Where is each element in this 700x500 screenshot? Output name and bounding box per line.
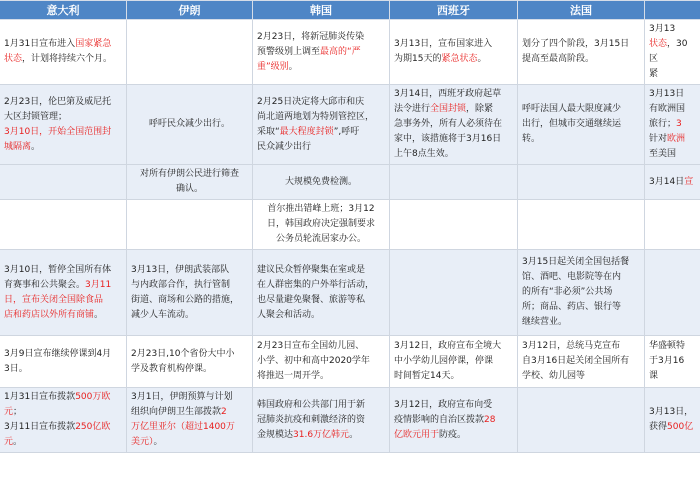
table-cell	[0, 250, 127, 336]
cell-text: 将推迟一周开学。	[257, 371, 330, 381]
cell-line	[4, 110, 122, 125]
cell-line	[522, 369, 640, 384]
cell-text: 确认。	[175, 184, 203, 194]
table-row	[0, 85, 700, 165]
cell-line	[257, 308, 385, 323]
table-cell	[253, 20, 390, 85]
cell-text: 华盛顿特	[649, 341, 686, 351]
cell-text: 3月1日，伊朗预算与计划	[131, 392, 233, 402]
cell-text: 3月9日宣布继续停课到4月	[4, 348, 112, 359]
cell-text: 在人群密集的户外举行活动，	[257, 279, 375, 290]
cell-text: 时间暂定14天。	[394, 371, 460, 381]
cell-text: 所；商品、药店、银行等	[522, 302, 622, 312]
cell-text: 3月13日，宣布国家进入	[394, 39, 493, 49]
cell-line	[257, 140, 385, 155]
cell-text: 至美国	[649, 149, 677, 159]
cell-text: 2月23日宣布全国幼儿园、	[257, 341, 365, 351]
cell-line	[4, 405, 122, 420]
cell-text: 。	[31, 141, 41, 152]
cell-line	[522, 315, 640, 330]
table-cell	[518, 200, 645, 250]
header-italy: 意大利	[0, 1, 127, 20]
cell-text: 转。	[522, 134, 541, 144]
table-cell	[0, 165, 127, 200]
cell-line	[522, 255, 640, 270]
cell-line	[522, 285, 640, 300]
table-cell	[253, 200, 390, 250]
cell-text: 3月13日，伊朗武装部队	[131, 264, 230, 275]
cell-text: 民众减少出行	[257, 141, 312, 152]
cell-text: 冠肺炎抗疫和刺激经济的资	[257, 414, 366, 425]
cell-text: 3月15日起关闭全国包括餐	[522, 257, 630, 267]
cell-text: 大区封锁管理；	[4, 111, 68, 122]
cell-line	[131, 420, 248, 435]
header-usa	[645, 1, 700, 20]
cell-text: 。	[477, 54, 487, 64]
cell-line	[131, 390, 248, 405]
cell-text: 。	[349, 429, 359, 440]
cell-line	[131, 117, 248, 132]
cell-text: 中小学幼儿园停课，停课	[394, 356, 494, 366]
header-row	[0, 1, 700, 20]
highlight-text: 国家紧急	[75, 39, 112, 49]
table-cell	[390, 85, 518, 165]
cell-line	[257, 95, 385, 110]
highlight-text: 城隔离	[4, 141, 32, 152]
cell-line	[257, 369, 385, 384]
cell-line	[394, 87, 513, 102]
table-cell	[127, 20, 253, 85]
cell-line	[257, 293, 385, 308]
table-cell	[253, 85, 390, 165]
cell-line	[522, 52, 640, 67]
cell-text: 公务员轮流居家办公。	[275, 234, 366, 244]
highlight-text: 28	[484, 414, 496, 425]
cell-text: 3日。	[4, 363, 28, 374]
cell-text: 课	[649, 371, 659, 381]
highlight-text: 状态	[4, 54, 23, 64]
cell-text: 建议民众暂停聚集在室或是	[257, 264, 366, 275]
cell-text: 尚北道两地划为特别管控区，	[257, 111, 375, 122]
cell-line	[649, 339, 700, 354]
table-cell	[645, 85, 700, 165]
cell-line	[4, 125, 122, 140]
cell-text: 上午8点生效。	[394, 149, 454, 159]
cell-line	[394, 132, 513, 147]
cell-text: 区	[649, 54, 659, 64]
cell-line	[649, 132, 700, 147]
cell-line	[394, 117, 513, 132]
highlight-text: 3	[676, 119, 682, 129]
cell-line	[4, 347, 122, 362]
cell-line	[394, 354, 513, 369]
cell-text: 人聚会和活动。	[257, 309, 321, 320]
cell-line	[522, 37, 640, 52]
table-cell	[0, 388, 127, 453]
cell-line	[4, 140, 122, 155]
cell-line	[522, 354, 640, 369]
highlight-text: 250亿欧	[75, 422, 111, 432]
cell-line	[4, 420, 122, 435]
cell-text: 1月31日宣布进入	[4, 39, 76, 49]
table-cell	[253, 250, 390, 336]
cell-text: 自3月16日起关闭全国所有	[522, 356, 630, 366]
cell-text: 2月23日,10个省份大中小	[131, 348, 235, 359]
cell-line	[131, 308, 248, 323]
cell-line	[257, 60, 385, 75]
cell-text: 对所有伊朗公民进行筛查	[139, 169, 239, 179]
table-cell	[0, 336, 127, 388]
cell-text: ，计划将持续六个月。	[22, 54, 113, 64]
cell-line	[131, 263, 248, 278]
cell-line	[257, 232, 385, 247]
table-row	[0, 250, 700, 336]
table-cell	[645, 250, 700, 336]
table-cell	[253, 388, 390, 453]
cell-line	[4, 52, 122, 67]
cell-text: 有欧洲国	[649, 104, 686, 114]
table-cell	[645, 336, 700, 388]
header-france: 法国	[518, 1, 645, 20]
cell-text: 针对	[649, 134, 668, 144]
table-row	[0, 336, 700, 388]
cell-line	[131, 435, 248, 450]
table-cell	[0, 85, 127, 165]
highlight-text: 3月10日，开始全国范围封	[4, 126, 112, 137]
table-cell	[518, 85, 645, 165]
cell-text: 3月13日	[649, 89, 685, 99]
highlight-text: 重”级别	[257, 61, 289, 72]
table-cell	[127, 85, 253, 165]
cell-line	[394, 413, 513, 428]
cell-line	[394, 37, 513, 52]
cell-text: 减少人车流动。	[131, 309, 195, 320]
cell-line	[522, 270, 640, 285]
highlight-text: 最高的“严	[320, 46, 361, 57]
cell-text: 采取“	[257, 126, 280, 137]
cell-line	[394, 428, 513, 443]
header-korea: 韩国	[253, 1, 390, 20]
table-cell	[390, 250, 518, 336]
table-cell	[390, 165, 518, 200]
cell-text: 日，韩国政府决定强制要求	[266, 219, 375, 229]
cell-text: 3月12日，总统马克宣布	[522, 341, 621, 351]
cell-text: 学校、幼儿园等	[522, 371, 586, 381]
cell-line	[522, 300, 640, 315]
table-cell	[390, 20, 518, 85]
table-cell	[253, 336, 390, 388]
cell-line	[4, 95, 122, 110]
cell-text: 3月13日，	[649, 407, 694, 417]
cell-text: 首尔推出错峰上班；3月12	[267, 204, 375, 214]
table-cell	[127, 165, 253, 200]
highlight-text: 欧洲	[667, 134, 686, 144]
cell-text: 3月13	[649, 24, 676, 34]
cell-line	[4, 37, 122, 52]
cell-text: 于3月16	[649, 356, 685, 366]
cell-line	[649, 369, 700, 384]
cell-text: 馆、酒吧、电影院等在内	[522, 272, 622, 282]
cell-line	[257, 263, 385, 278]
cell-text: 1月31日宣布拨款	[4, 392, 76, 402]
cell-line	[131, 167, 248, 182]
cell-text: 家中，该措施将于3月16日	[394, 134, 502, 144]
table-cell	[390, 388, 518, 453]
cell-line	[131, 347, 248, 362]
table-cell	[518, 250, 645, 336]
cell-line	[131, 182, 248, 197]
table-cell	[127, 250, 253, 336]
cell-line	[257, 413, 385, 428]
highlight-text: 万亿里亚尔（超过1400万	[131, 422, 235, 432]
cell-text: ，30	[667, 39, 688, 49]
table-cell	[127, 336, 253, 388]
cell-line	[257, 45, 385, 60]
cell-line	[4, 308, 122, 323]
table-cell	[253, 165, 390, 200]
cell-text: ；	[13, 407, 23, 417]
highlight-text: 日，宣布关闭全国除食品	[4, 294, 104, 305]
cell-line	[394, 147, 513, 162]
cell-text: 。	[153, 437, 163, 447]
cell-line	[4, 293, 122, 308]
table-cell	[518, 388, 645, 453]
cell-text: 急事务外，所有人必须待在	[394, 119, 503, 129]
cell-text: 预警级别上调至	[257, 46, 321, 57]
highlight-text: 宣	[684, 176, 694, 187]
cell-text: 育赛事和公共聚会。	[4, 279, 86, 290]
highlight-text: 元	[4, 437, 14, 447]
cell-text: 3月10日，暂停全国所有体	[4, 264, 112, 275]
cell-text: 。	[13, 437, 23, 447]
table-cell	[390, 336, 518, 388]
cell-line	[522, 117, 640, 132]
highlight-text: 500亿	[667, 422, 694, 432]
cell-line	[649, 117, 700, 132]
cell-line	[131, 405, 248, 420]
cell-line	[257, 175, 385, 190]
table-cell	[0, 200, 127, 250]
cell-text: 旅行；	[649, 119, 677, 129]
highlight-text: 2	[221, 407, 227, 417]
cell-line	[131, 278, 248, 293]
cell-text: 也尽量避免聚餐、旅游等私	[257, 294, 366, 305]
cell-line	[649, 354, 700, 369]
table-cell	[645, 165, 700, 200]
cell-text: 与内政部合作，执行管制	[131, 279, 231, 290]
table-row	[0, 20, 700, 85]
cell-text: 划分了四个阶段，3月15日	[522, 39, 630, 49]
cell-line	[649, 37, 700, 52]
table-body	[0, 20, 700, 453]
cell-line	[257, 110, 385, 125]
cell-line	[649, 22, 700, 37]
cell-line	[4, 390, 122, 405]
highlight-text: 500万欧	[75, 392, 111, 402]
cell-line	[4, 435, 122, 450]
table-cell	[645, 388, 700, 453]
cell-text: 组织向伊朗卫生部拨款	[131, 407, 222, 417]
cell-text: 3月12日，政府宣布全境大	[394, 341, 502, 351]
cell-line	[394, 52, 513, 67]
table-cell	[0, 20, 127, 85]
cell-line	[4, 263, 122, 278]
cell-text: 。	[288, 61, 298, 72]
cell-line	[257, 428, 385, 443]
cell-text: 呼吁法国人最大限度减少	[522, 104, 622, 114]
cell-line	[257, 339, 385, 354]
table-cell	[127, 388, 253, 453]
cell-line	[394, 398, 513, 413]
cell-line	[649, 175, 700, 190]
cell-line	[257, 125, 385, 140]
highlight-text: 全国封锁	[430, 104, 467, 114]
cell-line	[257, 30, 385, 45]
cell-text: 继续营业。	[522, 317, 568, 327]
cell-text: 街道、商场和公路的措施，	[131, 294, 240, 305]
table-row	[0, 388, 700, 453]
table-cell	[645, 20, 700, 85]
highlight-text: 美元）	[131, 437, 154, 447]
cell-line	[522, 132, 640, 147]
cell-line	[649, 147, 700, 162]
table-row	[0, 200, 700, 250]
cell-text: 为期15天的	[394, 54, 442, 64]
highlight-text: 紧急状态	[441, 54, 478, 64]
cell-line	[131, 362, 248, 377]
cell-text: 的所有“非必须”公共场	[522, 287, 613, 297]
table-row	[0, 165, 700, 200]
header-iran: 伊朗	[127, 1, 253, 20]
cell-line	[394, 339, 513, 354]
cell-line	[649, 102, 700, 117]
cell-line	[394, 369, 513, 384]
cell-text: 法令进行	[394, 104, 431, 114]
cell-text: ”,呼吁	[333, 126, 360, 137]
table-cell	[645, 200, 700, 250]
cell-line	[522, 102, 640, 117]
highlight-text: 3月11	[85, 279, 112, 290]
cell-text: 3月14日	[649, 176, 685, 187]
cell-line	[257, 217, 385, 232]
cell-text: 疫情影响的自治区拨款	[394, 414, 485, 425]
cell-text: 大规模免费检测。	[284, 176, 357, 187]
highlight-text: 最大程度封锁	[279, 126, 334, 137]
cell-text: 韩国政府和公共部门用于新	[257, 399, 366, 410]
cell-line	[257, 278, 385, 293]
cell-text: 2月25日决定将大邱市和庆	[257, 96, 365, 107]
table-cell	[518, 20, 645, 85]
cell-text: 获得	[649, 422, 668, 432]
table-cell	[390, 200, 518, 250]
cell-text: 呼吁民众减少出行。	[148, 119, 230, 129]
cell-text: 防疫。	[439, 429, 467, 440]
cell-text: 金规模达	[257, 429, 294, 440]
table-cell	[518, 336, 645, 388]
cell-line	[649, 420, 700, 435]
cell-text: 提高至最高阶段。	[522, 54, 595, 64]
cell-text: 出行，但城市交通继续运	[522, 119, 622, 129]
cell-text: 学及教育机构停课。	[131, 363, 213, 374]
cell-line	[4, 362, 122, 377]
cell-text: 紧	[649, 69, 659, 79]
highlight-text: 元	[4, 407, 14, 417]
table-cell	[518, 165, 645, 200]
cell-line	[649, 405, 700, 420]
cell-line	[394, 102, 513, 117]
header-spain: 西班牙	[390, 1, 518, 20]
highlight-text: 店和药店以外所有商铺	[4, 309, 95, 320]
cell-text: 。	[94, 309, 104, 320]
cell-line	[522, 339, 640, 354]
cell-text: 小学、初中和高中2020学年	[257, 356, 370, 366]
cell-text: 3月12日，政府宣布向受	[394, 399, 493, 410]
cell-line	[257, 202, 385, 217]
highlight-text: 31.6万亿韩元	[293, 429, 350, 440]
highlight-text: 亿欧元用于	[394, 429, 440, 440]
cell-text: 2月23日，将新冠肺炎传染	[257, 31, 365, 42]
cell-line	[649, 52, 700, 67]
table-cell	[127, 200, 253, 250]
cell-text: ，除紧	[466, 104, 494, 114]
highlight-text: 状态	[649, 39, 668, 49]
cell-line	[257, 398, 385, 413]
cell-text: 3月11日宣布拨款	[4, 422, 76, 432]
cell-line	[649, 87, 700, 102]
cell-text: 2月23日，伦巴第及威尼托	[4, 96, 112, 107]
cell-text: 3月14日，西班牙政府起草	[394, 89, 502, 99]
cell-line	[257, 354, 385, 369]
cell-line	[649, 67, 700, 82]
cell-line	[4, 278, 122, 293]
cell-line	[131, 293, 248, 308]
